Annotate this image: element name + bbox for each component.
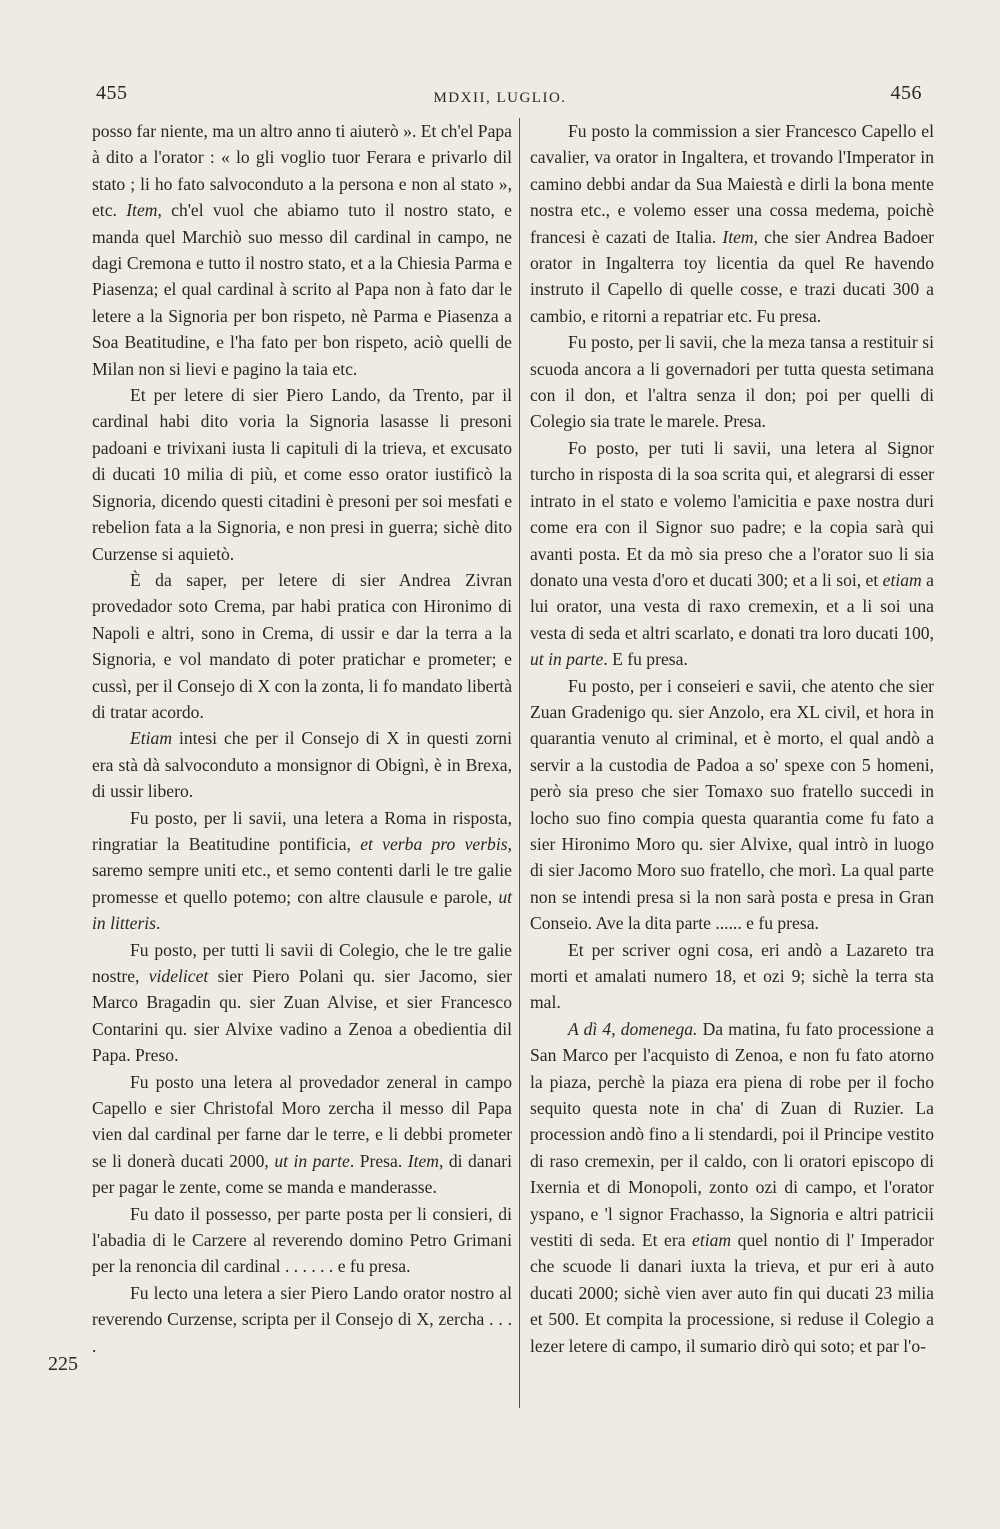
text-run: . [156,913,161,934]
right-paragraph [530,937,934,1016]
text-run: Fu posto, per tutti li savii di Colegio, che le tre galie nostre, [92,939,512,986]
italic-text: et verba pro verbis [360,833,508,854]
left-paragraph [92,567,512,725]
right-paragraph [530,1016,934,1359]
text-run: Fu posto, per li savii, che la meza tansa a restituir si scuoda ancora a li governadori per tutta questa setimana con il don, et l'altra senza il don; poi per quelli di Colegio sia trate le marele. Presa. [530,332,934,432]
text-run: intesi che per il Consejo di X in questi zorni era stà dà salvoconduto a monsignor di Obignì, è in Brexa, di ussir libero. [92,728,512,802]
text-run: , saremo sempre uniti etc., et semo contenti darli le tre galie promesse et quello potemo; con altre clausule e parole, [92,833,512,907]
italic-text: etiam [692,1230,732,1251]
text-run: . Presa. [349,1150,408,1171]
text-run: sier Piero Polani qu. sier Jacomo, sier Marco Bragadin qu. sier Zuan Alvise, et sier Francesco Contarini qu. sier Alvixe vadino a Zenoa a obedientia dil Papa. Preso. [92,966,512,1066]
text-run: , che sier Andrea Badoer orator in Ingalterra toy licentia da quel Re havendo instruto il Capello di quelle cosse, e trazi ducati 300 a cambio, e ritorni a repatriar etc. Fu presa. [530,226,934,326]
right-page-number: 456 [890,82,922,104]
text-run: quel nontio di l' Imperador che scuode li danari iuxta la trieva, et pur eri à auto ducati 2000; sichè vien aver auto fin qui ducati 23 milia et 500. Et compita la processione, si reduse il Colegio a lezer letere di campo, il sumario dirò qui soto; et par l'o- [530,1230,934,1356]
text-run: Fu posto una letera al provedador zeneral in campo Capello e sier Christofal Moro zercha il messo dil Papa vien dal cardinal per farne dar le terre, e li debbi prometer se li donerà ducati 2000, [92,1071,512,1171]
text-run: posso far niente, ma un altro anno ti aiuterò ». Et ch'el Papa à dito a l'orator : « lo gli voglio tuor Ferara e privarlo dil stato ; li ho fato salvoconduto a la persona e non al stato », etc. [92,121,512,221]
italic-text: A dì 4, domenega. [568,1018,698,1039]
italic-text: ut in parte [274,1150,350,1171]
left-paragraph [92,805,512,937]
italic-text: ut in parte [530,649,604,670]
italic-text: ut in litteris [92,886,512,934]
text-run: Da matina, fu fato processione a San Marco per l'acquisto di Zenoa, e non fu fato atorno la piaza, perchè la piaza era piena di robe per il focho sequito questa note in cha' di Zuan di Ruzier. La procession andò fino a li stendardi, poi il Principe vestito di raso cremexin, per il caldo, con li oratori episcopo di Ixernia et di Monopoli, zonto ozi di campo, et l'orator yspano, e 'l signor Frachasso, la Signoria e altri patricii vestiti di seda. Et era [530,1018,934,1251]
right-paragraph [530,118,934,329]
text-run: Fo posto, per tuti li savii, una letera al Signor turcho in risposta di la soa scrita qui, et alegrarsi di esser intrato in el stato e volemo l'amicitia e paxe nostra duri come era con il Signor suo padre; e la copia sarà qui avanti posta. Et da mò sia preso che a l'orator suo li sia donato una vesta d'oro et ducati 300; et a li soi, et [530,437,934,590]
left-page-number: 455 [96,82,128,104]
text-run: Et per scriver ogni cosa, eri andò a Lazareto tra morti et amalati numero 18, et ozi 9; sichè la terra sta mal. [530,939,934,1013]
italic-text: Item [407,1150,439,1171]
text-run: Fu posto, per li savii, una letera a Roma in risposta, ringratiar la Beatitudine pontificia, [92,807,512,854]
text-run: , di danari per pagar le zente, come se manda e manderasse. [92,1150,513,1198]
italic-text: etiam [882,569,922,590]
left-column [92,118,512,1359]
margin-note: 225 [48,1353,78,1375]
italic-text: Item [722,226,754,247]
left-paragraph [92,118,512,382]
column-divider [519,118,520,1408]
text-run: Fu lecto una letera a sier Piero Lando orator nostro al reverendo Curzense, scripta per il Consejo di X, zercha . . . . [92,1282,512,1356]
right-column [530,118,934,1359]
right-paragraph [530,329,934,435]
text-run: È da saper, per letere di sier Andrea Zivran provedador soto Crema, par habi pratica con Hironimo di Napoli e altri, sono in Crema, di ussir e dar la terra a la Signoria, e vol mandato di poter pratichar e prometer; e cussì, per il Consejo di X con la zonta, li fo mandato libertà di tratar acordo. [92,569,512,722]
text-run: . E fu presa. [603,649,688,670]
right-paragraph [530,673,934,937]
text-run: , ch'el vuol che abiamo tuto il nostro stato, e manda quel Marchiò suo messo dil cardinal in campo, ne dagi Cremona e tutto il nostro stato, et a la Chiesia Parma e Piasenza; el qual cardinal à scrito al Papa non à fato dar le letere a la Signoria per bon rispeto, nè Parma e Piasenza a Soa Beatitudine, e l'ha fato per bon rispeto, aciò quelli de Milan non si lievi e pagino la taia etc. [92,200,512,379]
text-run: Et per letere di sier Piero Lando, da Trento, par il cardinal habi dito voria la Signoria lasasse li presoni padoani e trivixani iusta li capituli di la trieva, et excusato di ducati 10 milia di più, et come esso orator iustificò la Signoria, dicendo questi citadini è presoni per soi mesfati e rebelion fata a la Signoria, e non presi in guerra; sichè dito Curzense si aquietò. [92,385,512,564]
left-paragraph [92,937,512,1069]
left-paragraph [92,382,512,567]
text-run: Fu posto, per i conseieri e savii, che atento che sier Zuan Gradenigo qu. sier Anzolo, era XL civil, et hora in quarantia venuto al criminal, et è morto, el qual andò a servir a la custodia de Padoa a so' spexe con 5 homeni, però sia preso che sier Tomaxo suo fratello succedi in locho suo fino compia questa quarantia come fu fato a sier Hironimo Moro qu. sier Alvixe, qual intrò in luogo di sier Jacomo Moro suo fratello, che morì. La qual parte non se intendi presa si la non sarà posta e presa in Gran Conseio. Ave la dita parte ...... e fu presa. [530,675,934,934]
text-run: Fu posto la commission a sier Francesco Capello el cavalier, va orator in Ingaltera, et trovando l'Imperator in camino debbi andar da Sua Maiestà e dirli la bona mente nostra etc., e volemo esser una cossa medema, poichè francesi è cazati de Italia. [530,121,934,247]
running-title: MDXII, LUGLIO. [433,90,567,106]
text-run: a lui orator, una vesta di raxo cremexin, et a li soi una vesta di seda et altri scarlato, e donati tra loro ducati 100, [530,569,934,643]
italic-text: videlicet [148,966,209,986]
italic-text: Item [126,200,158,221]
left-paragraph [92,725,512,804]
left-paragraph [92,1069,512,1201]
right-paragraph [530,435,934,673]
text-run: Fu dato il possesso, per parte posta per li consieri, di l'abadia di le Carzere al reverendo domino Petro Grimani per la renoncia dil cardinal . . . . . . e fu presa. [92,1203,512,1277]
left-paragraph [92,1280,512,1359]
italic-text: Etiam [130,728,173,749]
left-paragraph [92,1201,512,1280]
